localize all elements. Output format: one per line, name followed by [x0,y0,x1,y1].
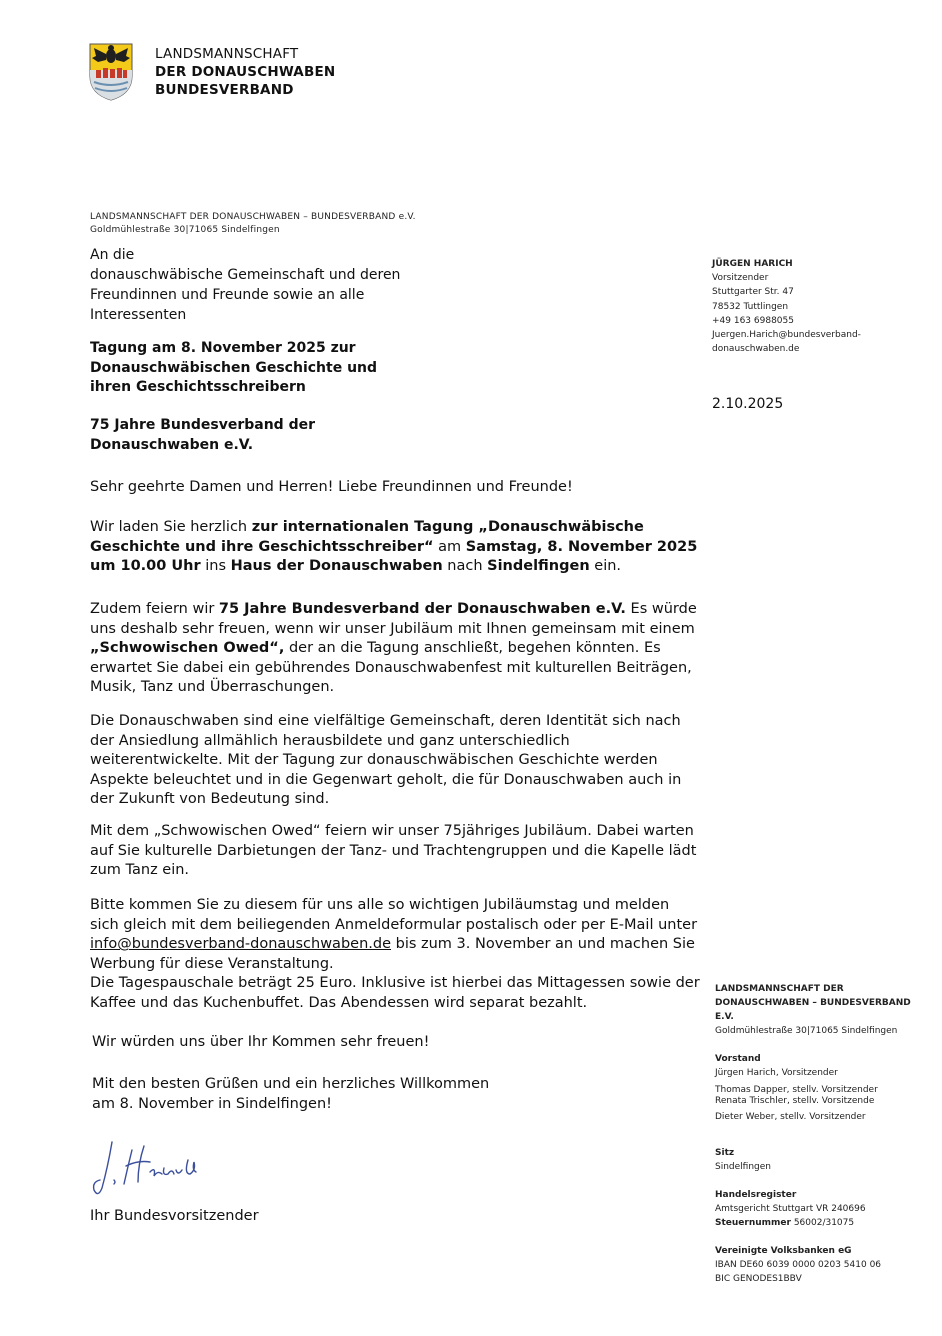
text: bis zum 3. November an und machen Sie Werbung für diese Veranstaltung. [90,936,695,972]
subject-line-2: Donauschwäbischen Geschichte und [90,359,378,376]
footer-seat: Sindelfingen [715,1162,771,1172]
footer-org-2: DONAUSCHWABEN – BUNDESVERBAND E.V. [715,998,911,1022]
paragraph-looking-forward: Wir würden uns über Ihr Kommen sehr freuen! [92,1034,430,1050]
text-bold: „Schwowischen Owed“, [90,640,285,657]
contact-email-2: donauschwaben.de [712,344,800,355]
footer-seat-heading: Sitz [715,1148,735,1158]
paragraph-anniversary [90,600,702,698]
subject-line-3: ihren Geschichtsschreibern [90,379,306,395]
recipient-line-3: Freundinnen und Freunde sowie an alle [90,287,365,303]
text: nach [442,558,488,575]
recipient-line-2: donauschwäbische Gemeinschaft und deren [90,267,401,283]
text: Wir laden Sie herzlich [90,519,252,535]
org-line-3: BUNDESVERBAND [155,82,294,98]
text: Die Tagespauschale beträgt 25 Euro. Inklusive ist hierbei das Mittagessen sowie der Kaffee und das Kuchenbuffet. Das Abendessen wird separat bezahlt. [90,975,700,1011]
text-bold: Sindelfingen [487,558,590,575]
text: Zudem feiern wir [90,601,219,617]
text-bold: 75 Jahre Bundesverband der Donauschwaben e.V. [218,601,626,617]
footer-board-heading: Vorstand [715,1054,761,1064]
text: Es würde uns deshalb sehr freuen, wenn wir unser Jubiläum mit Ihnen gemeinsam mit einem [90,601,697,637]
org-line-1: LANDSMANNSCHAFT [155,46,299,62]
paragraph-registration [90,896,702,1014]
subject-line-4: 75 Jahre Bundesverband der [90,417,315,433]
contact-city: 78532 Tuttlingen [712,301,789,312]
coat-of-arms-icon [88,42,134,102]
footer-board-2: Thomas Dapper, stellv. Vorsitzender [715,1085,878,1095]
text: am [433,538,466,555]
text-bold: Haus der Donauschwaben [230,558,443,575]
contact-street: Stuttgarter Str. 47 [712,287,794,298]
recipient-line-1: An die [90,247,135,263]
footer-tax-heading: Steuernummer [715,1218,791,1228]
footer-tax-number: 56002/31075 [790,1218,855,1228]
sender-line-2: Goldmühlestraße 30|71065 Sindelfingen [90,225,280,235]
greeting-line-1: Mit den besten Grüßen und ein herzliches Willkommen [92,1076,490,1092]
footer-board-4: Dieter Weber, stellv. Vorsitzender [715,1112,866,1122]
paragraph-evening: Mit dem „Schwowischen Owed“ feiern wir unser 75jähriges Jubiläum. Dabei warten auf Sie kulturelle Darbietungen der Tanz- und Trachtengruppen und die Kapelle lädt zum Tanz ein. [90,823,697,879]
text: ein. [589,558,622,575]
footer-org-1: LANDSMANNSCHAFT DER [715,984,844,994]
footer-iban: IBAN DE60 6039 0000 0203 5410 06 [715,1260,882,1270]
footer-address: Goldmühlestraße 30|71065 Sindelfingen [715,1026,898,1036]
contact-role: Vorsitzender [712,273,769,284]
subject-line-5: Donauschwaben e.V. [90,436,254,453]
sender-address [90,211,416,237]
subject-line-1: Tagung am 8. November 2025 zur [90,340,356,356]
text: ins [200,558,231,575]
footer-register-heading: Handelsregister [715,1190,797,1200]
footer-board-3: Renata Trischler, stellv. Vorsitzende [715,1096,875,1106]
salutation: Sehr geehrte Damen und Herren! Liebe Freundinnen und Freunde! [90,479,573,495]
text: Bitte kommen Sie zu diesem für uns alle so wichtigen Jubiläumstag und melden sich gleich mit dem beiliegenden Anmeldeformular postalisch oder per E-Mail unter [90,897,698,933]
handwritten-signature-icon [92,1136,212,1204]
text: der an die Tagung anschließt, begehen könnten. Es erwartet Sie dabei ein gebührendes Donauschwabenfest mit kulturellen Beiträgen, Musik, Tanz und Überraschungen. [90,640,692,696]
footer-bic: BIC GENODES1BBV [715,1274,802,1284]
footer-info [715,982,915,1286]
anniversary-heading [90,416,430,455]
greeting-line-2: am 8. November in Sindelfingen! [92,1095,332,1112]
sender-line-1: LANDSMANNSCHAFT DER DONAUSCHWABEN – BUNDESVERBAND e.V. [90,212,416,222]
paragraph-community: Die Donauschwaben sind eine vielfältige Gemeinschaft, deren Identität sich nach der Ansiedlung allmählich herausbildete und ganz unterschiedlich weiterentwickelte. Mit der Tagung zur donauschwäbischen Geschichte werden Aspekte beleuchtet und in die Gegenwart geholt, die für Donauschwaben auch in der Zukunft von Bedeutung sind. [90,713,682,808]
organization-header [155,45,335,99]
contact-email-1: Juergen.Harich@bundesverband- [712,330,861,341]
coat-of-arms-logo [88,42,134,102]
contact-name: JÜRGEN HARICH [712,259,793,269]
footer-tax [715,1216,915,1230]
registration-email-link[interactable]: info@bundesverband-donauschwaben.de [90,936,391,953]
footer-bank-heading: Vereinigte Volksbanken eG [715,1246,852,1256]
footer-board-1: Jürgen Harich, Vorsitzender [715,1068,838,1078]
contact-phone: +49 163 6988055 [712,315,794,326]
signature [92,1136,212,1204]
contact-block [712,257,861,356]
org-line-2: DER DONAUSCHWABEN [155,64,336,80]
paragraph-greetings [92,1075,704,1114]
recipient-address [90,245,400,325]
closing-title: Ihr Bundesvorsitzender [90,1208,259,1224]
text-bold: zur internationalen Tagung „Donauschwäbische Geschichte und ihre Geschichtsschreiber“ [90,519,644,555]
text-bold: Samstag, 8. November 2025 um 10.00 Uhr [90,538,698,575]
footer-register: Amtsgericht Stuttgart VR 240696 [715,1204,866,1214]
paragraph-invitation [90,518,702,577]
subject-heading [90,339,430,398]
recipient-line-4: Interessenten [90,307,187,323]
letter-date: 2.10.2025 [712,396,784,412]
